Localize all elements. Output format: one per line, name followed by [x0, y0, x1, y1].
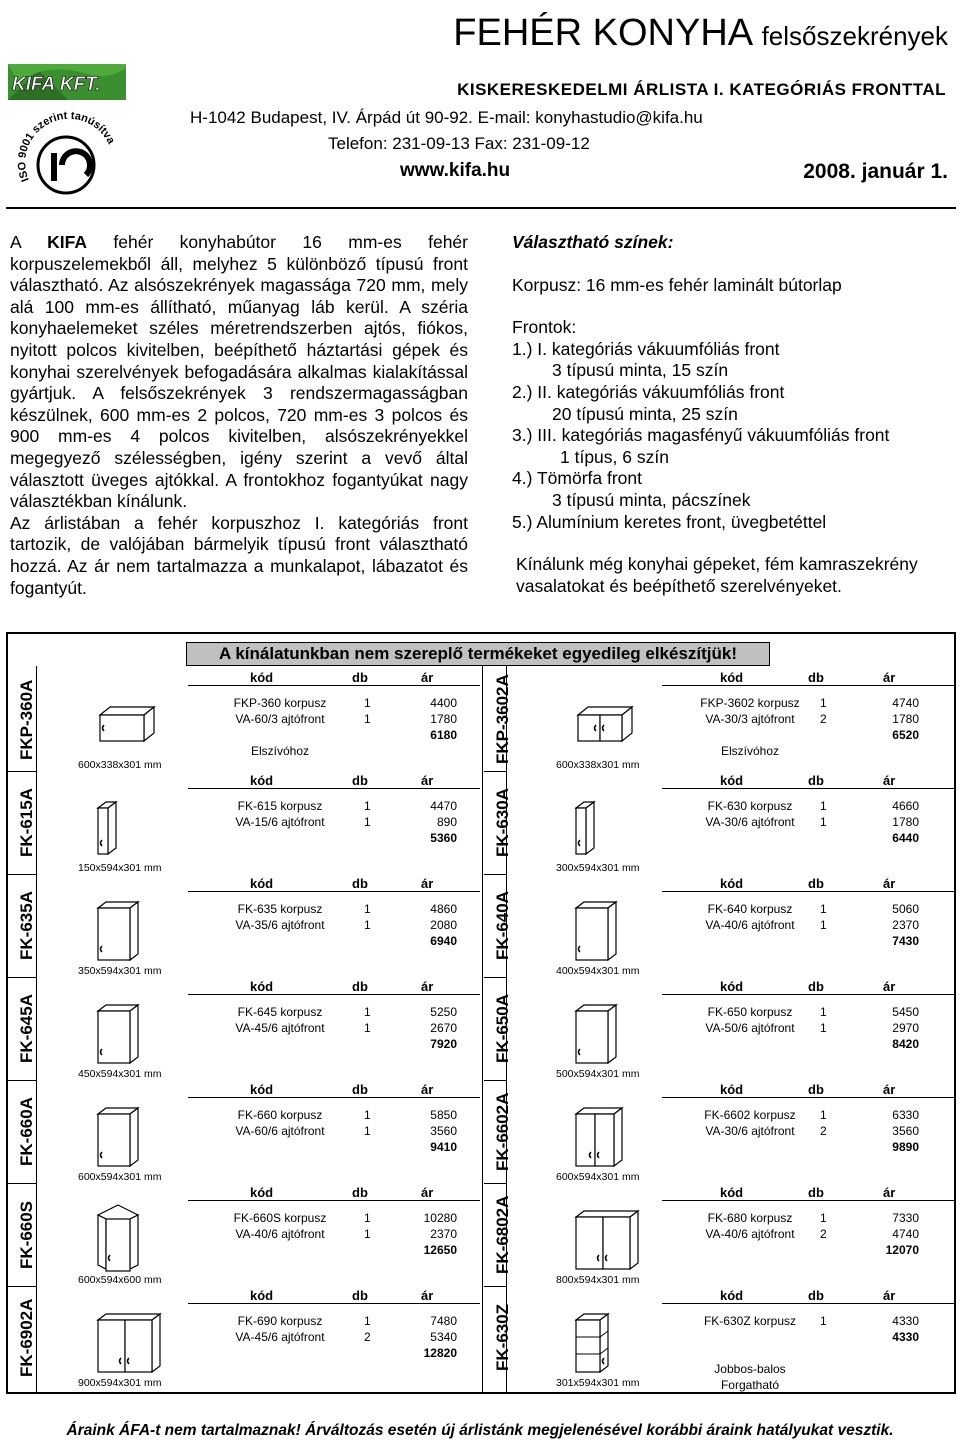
column-header-qty: db: [352, 1082, 368, 1097]
page-title: [453, 12, 948, 55]
column-header-qty: db: [808, 670, 824, 685]
column-header-qty: db: [808, 1082, 824, 1097]
cabinet-dimensions: 600x594x600 mm: [78, 1274, 162, 1286]
header-underline: [188, 994, 480, 995]
header-underline: [662, 994, 954, 995]
item-name: FK-635 korpusz: [237, 902, 323, 916]
row-separator: [484, 874, 506, 875]
product-code-label: FK-6602A: [493, 1092, 512, 1171]
cabinet-illustration: [96, 705, 156, 745]
item-price: 7330: [892, 1211, 919, 1225]
item-total: 12820: [423, 1346, 457, 1360]
item-name: VA-60/6 ajtófront: [235, 1124, 325, 1138]
item-qty: 1: [820, 696, 827, 710]
column-header-code: kód: [250, 773, 274, 788]
row-separator: [484, 771, 506, 772]
item-qty: 1: [820, 815, 827, 829]
item-note: Elszívóhoz: [720, 744, 780, 758]
column-header-qty: db: [352, 1185, 368, 1200]
front-option: 2.) II. kategóriás vákuumfóliás front: [512, 381, 785, 402]
column-header-price: ár: [883, 773, 896, 788]
cabinet-illustration: [574, 1209, 640, 1271]
row-separator: [484, 1286, 506, 1287]
item-qty: 1: [820, 1005, 827, 1019]
column-header-price: ár: [883, 876, 896, 891]
cabinet-icon: [574, 1003, 618, 1065]
cabinet-dimensions: 600x594x301 mm: [556, 1171, 640, 1183]
column-header-qty: db: [808, 1185, 824, 1200]
item-total: 9890: [892, 1140, 919, 1154]
row-separator: [8, 874, 36, 875]
product-code-label: FK-615A: [17, 788, 36, 857]
front-option-detail: 20 típusú minta, 25 szín: [552, 403, 738, 424]
item-price: 2080: [430, 918, 457, 932]
column-header-qty: db: [352, 979, 368, 994]
item-name: FK-660S korpusz: [233, 1211, 327, 1225]
column-header-price: ár: [421, 1288, 434, 1303]
item-price: 2670: [430, 1021, 457, 1035]
front-option: 5.) Alumínium keretes front, üvegbetéttel: [512, 511, 827, 532]
item-name: VA-45/6 ajtófront: [235, 1330, 325, 1344]
item-price: 1780: [430, 712, 457, 726]
phone-line: Telefon: 231-09-13 Fax: 231-09-12: [328, 134, 590, 153]
custom-order-banner: A kínálatunkban nem szereplő termékeket egyedileg elkészítjük!: [186, 642, 770, 666]
item-price: 4330: [892, 1314, 919, 1328]
column-header-price: ár: [421, 670, 434, 685]
cabinet-dimensions: 450x594x301 mm: [78, 1068, 162, 1080]
item-price: 890: [436, 815, 457, 829]
item-qty: 1: [820, 1314, 827, 1328]
item-note: Elszívóhoz: [250, 744, 310, 758]
item-qty: 1: [364, 712, 371, 726]
item-price: 10280: [423, 1211, 457, 1225]
page-subtitle: KISKERESKEDELMI ÁRLISTA I. KATEGÓRIÁS FRONTTAL: [457, 80, 946, 99]
item-qty: 2: [820, 1227, 827, 1241]
column-divider: [482, 666, 483, 1393]
cabinet-icon: [96, 900, 140, 962]
header-underline: [188, 788, 480, 789]
row-separator: [8, 771, 36, 772]
item-qty: 2: [820, 1124, 827, 1138]
item-name: FK-690 korpusz: [237, 1314, 323, 1328]
cabinet-dimensions: 600x338x301 mm: [78, 759, 162, 771]
item-price: 3560: [430, 1124, 457, 1138]
cabinet-dimensions: 600x594x301 mm: [78, 1171, 162, 1183]
cabinet-dimensions: 600x338x301 mm: [556, 759, 640, 771]
item-name: FK-660 korpusz: [237, 1108, 323, 1122]
item-price: 5340: [430, 1330, 457, 1344]
item-name: FK-640 korpusz: [707, 902, 793, 916]
item-price: 4400: [430, 696, 457, 710]
cabinet-illustration: [96, 1203, 140, 1277]
row-separator: [8, 1286, 36, 1287]
front-option: 4.) Tömörfa front: [512, 468, 643, 489]
date-label: 2008. január 1.: [803, 160, 948, 183]
column-header-price: ár: [883, 979, 896, 994]
column-header-qty: db: [352, 773, 368, 788]
column-header-qty: db: [808, 1288, 824, 1303]
front-option-detail: 3 típusú minta, 15 szín: [552, 360, 729, 381]
logo-text: KIFA KFT.: [12, 74, 101, 95]
header-underline: [188, 685, 480, 686]
cabinet-icon: [96, 1203, 140, 1277]
item-price: 7480: [430, 1314, 457, 1328]
front-option-detail: 3 típusú minta, pácszínek: [552, 489, 751, 510]
svg-text:ISO 9001 szerint tanúsítva: ISO 9001 szerint tanúsítva: [16, 109, 117, 184]
item-qty: 1: [364, 1108, 371, 1122]
frontok-label: Frontok:: [512, 317, 577, 338]
item-qty: 2: [364, 1330, 371, 1344]
column-header-price: ár: [421, 1082, 434, 1097]
item-price: 1780: [892, 712, 919, 726]
cabinet-dimensions: 500x594x301 mm: [556, 1068, 640, 1080]
item-qty: 1: [364, 1021, 371, 1035]
column-header-code: kód: [250, 876, 274, 891]
cabinet-dimensions: 301x594x301 mm: [556, 1377, 640, 1389]
item-qty: 1: [820, 799, 827, 813]
item-name: VA-35/6 ajtófront: [235, 918, 325, 932]
cabinet-illustration: [96, 900, 140, 962]
column-header-price: ár: [883, 1288, 896, 1303]
product-code-label: FK-650A: [493, 994, 512, 1063]
column-header-code: kód: [720, 876, 744, 891]
header-underline: [662, 1303, 954, 1304]
product-code-label: FK-630Z: [493, 1303, 512, 1372]
item-price: 3560: [892, 1124, 919, 1138]
iso-seal: [14, 105, 124, 210]
item-total: 8420: [892, 1037, 919, 1051]
item-price: 4740: [892, 696, 919, 710]
header-underline: [662, 685, 954, 686]
item-total: 12070: [885, 1243, 919, 1257]
item-name: FK-680 korpusz: [707, 1211, 793, 1225]
header-underline: [188, 1200, 480, 1201]
front-option: 3.) III. kategóriás magasfényű vákuumfóliás front: [512, 425, 890, 446]
item-name: VA-40/6 ajtófront: [705, 1227, 795, 1241]
column-header-price: ár: [883, 1082, 896, 1097]
column-header-code: kód: [720, 670, 744, 685]
colors-heading: Választható színek:: [512, 232, 674, 252]
item-name: FK-615 korpusz: [237, 799, 323, 813]
item-total: 6180: [430, 728, 457, 742]
website-link[interactable]: www.kifa.hu: [400, 160, 511, 181]
cabinet-illustration: [574, 900, 618, 962]
cabinet-icon: [96, 1003, 140, 1065]
item-total: 7430: [892, 934, 919, 948]
cabinet-illustration: [96, 1003, 140, 1065]
column-header-code: kód: [250, 670, 274, 685]
kifa-logo: [8, 62, 126, 102]
cabinet-dimensions: 350x594x301 mm: [78, 965, 162, 977]
column-header-code: kód: [720, 773, 744, 788]
item-name: VA-30/6 ajtófront: [705, 1124, 795, 1138]
column-header-price: ár: [421, 979, 434, 994]
product-code-label: FKP-3602A: [493, 674, 512, 765]
cabinet-icon: [574, 900, 618, 962]
cabinet-illustration: [96, 1106, 140, 1168]
cabinet-illustration: [574, 1312, 610, 1374]
item-name: VA-30/3 ajtófront: [705, 712, 795, 726]
intro-text: [10, 232, 468, 599]
product-code-label: FK-630A: [493, 788, 512, 857]
cabinet-icon: [574, 1209, 640, 1271]
item-price: 1780: [892, 815, 919, 829]
item-price: 2370: [892, 918, 919, 932]
item-total: 6940: [430, 934, 457, 948]
item-total: 4330: [892, 1330, 919, 1344]
column-header-code: kód: [250, 1082, 274, 1097]
product-code-label: FKP-360A: [17, 679, 36, 760]
item-name: VA-50/6 ajtófront: [705, 1021, 795, 1035]
item-qty: 1: [364, 815, 371, 829]
header-divider: [6, 207, 956, 209]
row-separator: [484, 1080, 506, 1081]
cabinet-icon: [574, 800, 596, 856]
item-name: VA-60/3 ajtófront: [235, 712, 325, 726]
item-qty: 1: [364, 799, 371, 813]
item-total: 12650: [423, 1243, 457, 1257]
item-price: 4740: [892, 1227, 919, 1241]
product-code-label: FK-6902A: [17, 1298, 36, 1377]
item-price: 5450: [892, 1005, 919, 1019]
header-underline: [188, 1097, 480, 1098]
cabinet-illustration: [574, 705, 634, 745]
item-qty: 1: [820, 1108, 827, 1122]
item-name: FK-630Z korpusz: [703, 1314, 797, 1328]
iso-seal-graphic: [14, 105, 124, 210]
column-header-qty: db: [352, 876, 368, 891]
item-total: 7920: [430, 1037, 457, 1051]
cabinet-icon: [574, 1312, 610, 1374]
korpusz-line: Korpusz: 16 mm-es fehér laminált bútorlap: [512, 274, 842, 295]
intro-p1-start: A: [10, 232, 48, 252]
item-qty: 1: [364, 1314, 371, 1328]
column-header-code: kód: [720, 1185, 744, 1200]
item-qty: 1: [364, 1124, 371, 1138]
item-qty: 1: [364, 918, 371, 932]
column-header-qty: db: [352, 670, 368, 685]
item-name: VA-40/6 ajtófront: [235, 1227, 325, 1241]
item-price: 4660: [892, 799, 919, 813]
item-price: 2370: [430, 1227, 457, 1241]
item-qty: 1: [364, 1005, 371, 1019]
column-header-code: kód: [250, 979, 274, 994]
item-name: FK-645 korpusz: [237, 1005, 323, 1019]
item-name: FK-650 korpusz: [707, 1005, 793, 1019]
column-header-code: kód: [720, 1082, 744, 1097]
header-underline: [662, 788, 954, 789]
front-option: 1.) I. kategóriás vákuumfóliás front: [512, 338, 780, 359]
item-qty: 1: [364, 696, 371, 710]
column-header-price: ár: [421, 1185, 434, 1200]
cabinet-illustration: [574, 1106, 624, 1168]
header-underline: [662, 1097, 954, 1098]
item-name: VA-45/6 ajtófront: [235, 1021, 325, 1035]
product-code-label: FK-645A: [17, 994, 36, 1063]
item-qty: 1: [364, 1227, 371, 1241]
cabinet-illustration: [96, 800, 118, 856]
title-main: FEHÉR KONYHA: [453, 12, 752, 54]
item-note-secondary: Forgatható: [720, 1378, 780, 1392]
item-qty: 1: [364, 1211, 371, 1225]
column-header-code: kód: [250, 1185, 274, 1200]
cabinet-icon: [96, 705, 156, 745]
offer-text: Kínálunk még konyhai gépeket, fém kamraszekrény vasalatokat és beépíthető szerelvényeket.: [516, 554, 918, 596]
cabinet-icon: [96, 800, 118, 856]
product-code-label: FK-660S: [17, 1200, 36, 1269]
header-underline: [662, 1200, 954, 1201]
column-header-code: kód: [720, 979, 744, 994]
fronts-list: [512, 339, 952, 533]
item-name: VA-15/6 ajtófront: [235, 815, 325, 829]
footer-note: Áraink ÁFA-t nem tartalmaznak! Árváltozás esetén új árlistánk megjelenésével korábbi áraink hatályukat vesztik.: [66, 1422, 894, 1439]
cabinet-illustration: [574, 1003, 618, 1065]
item-price: 5060: [892, 902, 919, 916]
column-header-price: ár: [883, 670, 896, 685]
item-qty: 1: [820, 1021, 827, 1035]
item-name: FKP-3602 korpusz: [700, 696, 800, 710]
cabinet-dimensions: 400x594x301 mm: [556, 965, 640, 977]
column-header-qty: db: [808, 979, 824, 994]
item-qty: 1: [820, 902, 827, 916]
cabinet-icon: [574, 705, 634, 745]
column-header-code: kód: [250, 1288, 274, 1303]
item-price: 2970: [892, 1021, 919, 1035]
item-name: VA-30/6 ajtófront: [705, 815, 795, 829]
address-line: H-1042 Budapest, IV. Árpád út 90-92. E-mail: konyhastudio@kifa.hu: [190, 108, 703, 127]
intro-p1-rest: fehér konyhabútor 16 mm-es fehér korpuszelemekből áll, melyhez 5 különböző típusú front választható. Az alsószekrények magassága 720 mm, mely alá 100 mm-es állítható, műanyag láb kerül. A széria konyhaelemeket széles méretrendszerben ajtós, fiókos, nyitott polcos kivitelben, beépíthető háztartási gépek és konyhai szerelvények befogadására alkalmas kialakítással gyártjuk. A felsőszekrények 3 rendszermagasságban készülnek, 600 mm-es 2 polcos, 720 mm-es 3 polcos és 900 mm-es 4 polcos kivitelben, alsószekrényekkel megegyező szélességben, igény szerint a vevő által választott üveges ajtókkal. A frontokhoz fogantyúkat nagy választékban kínálunk.: [10, 232, 468, 512]
row-separator: [8, 977, 36, 978]
intro-brand: KIFA: [47, 232, 87, 252]
header-underline: [188, 891, 480, 892]
row-separator: [484, 977, 506, 978]
cabinet-dimensions: 900x594x301 mm: [78, 1377, 162, 1389]
cabinet-icon: [574, 1106, 624, 1168]
cabinet-dimensions: 150x594x301 mm: [78, 862, 162, 874]
column-header-qty: db: [352, 1288, 368, 1303]
item-price: 5250: [430, 1005, 457, 1019]
row-separator: [8, 1183, 36, 1184]
item-name: VA-40/6 ajtófront: [705, 918, 795, 932]
column-header-qty: db: [808, 876, 824, 891]
item-name: FK-630 korpusz: [707, 799, 793, 813]
column-header-price: ár: [883, 1185, 896, 1200]
cabinet-illustration: [574, 800, 596, 856]
item-qty: 1: [820, 1211, 827, 1225]
row-separator: [484, 1183, 506, 1184]
item-qty: 1: [364, 902, 371, 916]
header-underline: [188, 1303, 480, 1304]
header-underline: [662, 891, 954, 892]
cabinet-illustration: [96, 1312, 162, 1374]
item-price: 5850: [430, 1108, 457, 1122]
item-price: 6330: [892, 1108, 919, 1122]
item-total: 9410: [430, 1140, 457, 1154]
item-price: 4860: [430, 902, 457, 916]
front-option-detail: 1 típus, 6 szín: [560, 446, 669, 467]
cabinet-dimensions: 800x594x301 mm: [556, 1274, 640, 1286]
cabinet-icon: [96, 1312, 162, 1374]
column-header-code: kód: [720, 1288, 744, 1303]
row-separator: [8, 1080, 36, 1081]
item-qty: 2: [820, 712, 827, 726]
product-code-label: FK-6802A: [493, 1195, 512, 1274]
column-header-price: ár: [421, 876, 434, 891]
item-note: Jobbos-balos: [714, 1362, 786, 1376]
item-qty: 1: [820, 918, 827, 932]
cabinet-icon: [96, 1106, 140, 1168]
item-price: 4470: [430, 799, 457, 813]
intro-p2: Az árlistában a fehér korpuszhoz I. kategóriás front tartozik, de valójában bármelyik típusú front választható hozzá. Az ár nem tartalmazza a munkalapot, lábazatot és fogantyút.: [10, 512, 468, 598]
product-code-label: FK-640A: [493, 891, 512, 960]
cabinet-dimensions: 300x594x301 mm: [556, 862, 640, 874]
column-header-price: ár: [421, 773, 434, 788]
item-total: 5360: [430, 831, 457, 845]
column-header-qty: db: [808, 773, 824, 788]
product-code-label: FK-635A: [17, 891, 36, 960]
item-total: 6520: [892, 728, 919, 742]
item-total: 6440: [892, 831, 919, 845]
product-code-label: FK-660A: [17, 1097, 36, 1166]
title-sub: felsőszekrények: [761, 21, 948, 51]
item-name: FKP-360 korpusz: [233, 696, 327, 710]
color-options: [512, 232, 952, 597]
item-name: FK-6602 korpusz: [704, 1108, 796, 1122]
